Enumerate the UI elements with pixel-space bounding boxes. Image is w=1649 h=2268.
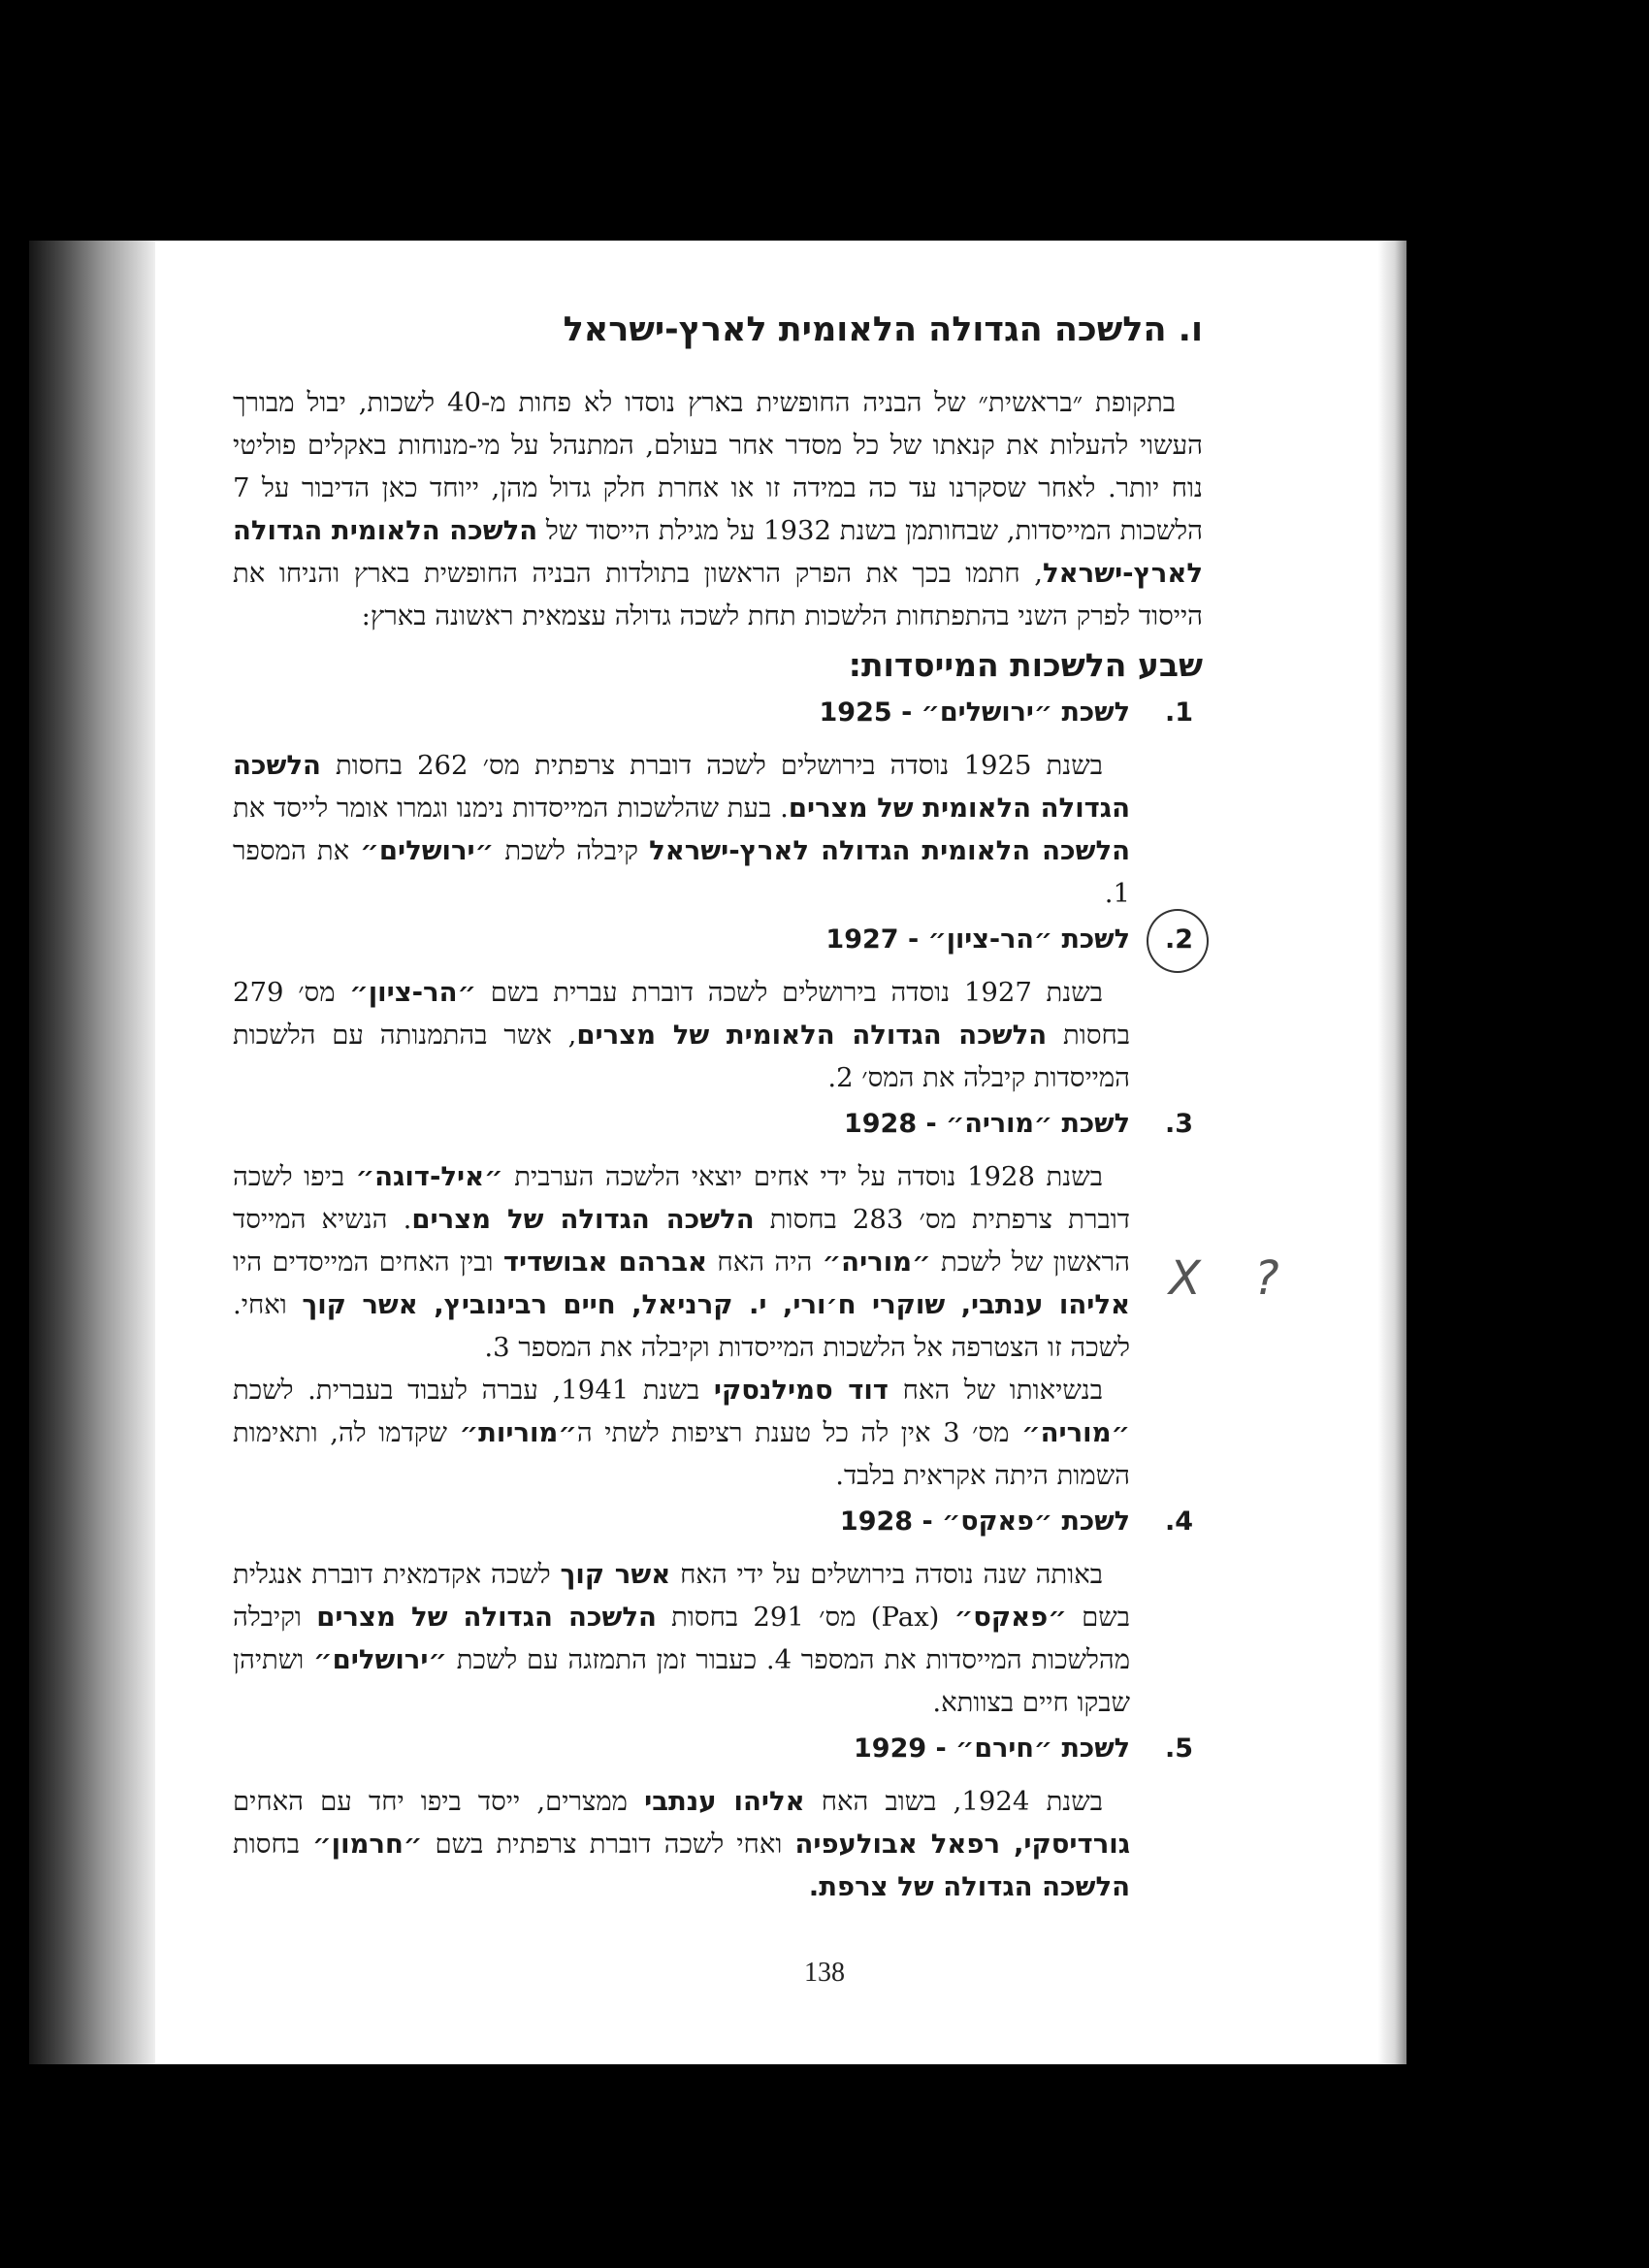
lodge-item-paragraph (233, 1553, 1203, 1724)
lodge-item-title: לשכת ״מוריה״ - 1928 (843, 1109, 1130, 1139)
bold-text: ״מוריה״ (822, 1247, 931, 1278)
text-run: שקדמו לה, ותאימות השמות היתה אקראית בלבד. (233, 1417, 1130, 1491)
text-run: בשנת 1928 נוסדה על ידי אחים יוצאי הלשכה הערבית (502, 1161, 1103, 1192)
lodge-item-paragraph (233, 1369, 1203, 1497)
scan-shadow-right (1377, 241, 1406, 2064)
text-run: . בעת שהלשכות המייסדות נימנו וגמרו אומר לייסד את (233, 793, 789, 824)
bold-text: ״איל-דוגה״ (355, 1161, 503, 1192)
text-run: קיבלה לשכת (494, 835, 650, 866)
text-run: ואחי לשכה דוברת צרפתית בשם (422, 1829, 795, 1860)
bold-text: הלשכה הלאומית הגדולה לארץ-ישראל (649, 835, 1131, 866)
lodge-item-heading (233, 1103, 1203, 1146)
bold-text: ״מוריות״ (459, 1417, 577, 1448)
text-run: ממצרים, ייסד ביפו יחד עם האחים (233, 1786, 645, 1817)
text-run: היה האח (707, 1247, 823, 1278)
lodge-item-title: לשכת ״ירושלים״ - 1925 (819, 697, 1130, 728)
page-content (233, 306, 1203, 1908)
bold-text: ״הר-ציון״ (349, 977, 477, 1008)
lodge-item-heading (233, 919, 1203, 961)
text-run: מס׳ 3 אין לה כל טענת רציפות לשתי ה (576, 1417, 1022, 1448)
lodge-item-paragraph (233, 744, 1203, 915)
bold-text: ״חרמון״ (312, 1829, 423, 1860)
bold-text: אברהם אבושדיד (502, 1247, 708, 1278)
lodge-item-title: לשכת ״הר-ציון״ - 1927 (825, 924, 1130, 955)
text-run: ואחי. לשכה זו הצטרפה אל הלשכות המייסדות וקיבלה את המספר 3. (233, 1289, 1130, 1363)
text-run: ביפו לשכה דוברת צרפתית מס׳ 283 בחסות (233, 1161, 1130, 1235)
text-run: בשנת 1925 נוסדה בירושלים לשכה דוברת צרפתית מס׳ 262 בחסות (320, 750, 1103, 781)
page-number: 138 (804, 1958, 845, 1988)
lodge-item-paragraph (233, 1780, 1203, 1908)
lodge-item-number: 2. (1130, 919, 1203, 961)
text-run: . הנשיא המייסד הראשון של לשכת (233, 1204, 1130, 1278)
lodge-item-title: לשכת ״פאקס״ - 1928 (839, 1507, 1130, 1537)
lodge-item-paragraph (233, 971, 1203, 1099)
bold-text: הלשכה הגדולה הלאומית של מצרים (576, 1020, 1048, 1051)
lodge-item-number: 5. (1164, 1733, 1193, 1764)
section-heading: ו. הלשכה הגדולה הלאומית לארץ-ישראל (563, 310, 1203, 349)
lodge-list (233, 692, 1203, 1908)
lodge-item-heading (233, 692, 1203, 734)
text-run: את המספר 1. (233, 835, 1130, 909)
lodge-item-heading (233, 1728, 1203, 1770)
bold-text: אליהו ענתבי, שוקרי ח׳ורי, י. קרניאל, חיים רבינוביץ, אשר קוך (302, 1289, 1130, 1320)
subheading: שבע הלשכות המייסדות: (848, 646, 1203, 684)
lodge-item-title: לשכת ״חירם״ - 1929 (854, 1733, 1130, 1764)
bold-text: ״ירושלים״ (360, 835, 495, 866)
handwritten-margin-note: X ? (1169, 1251, 1299, 1306)
bold-text: ״פאקס״ (954, 1602, 1067, 1633)
lodge-item-paragraph (233, 1155, 1203, 1369)
bold-text: ״מוריה״ (1021, 1417, 1131, 1448)
text-run: בשנת 1924, בשוב האח (804, 1786, 1104, 1817)
text-run: מס׳ 279 בחסות (233, 977, 1130, 1051)
text-run: , אשר בהתמנותה עם הלשכות המייסדות קיבלה את המס׳ 2. (233, 1020, 1130, 1093)
text-run: בשנת 1927 נוסדה בירושלים לשכה דוברת עברית בשם (476, 977, 1103, 1008)
bold-text: אליהו ענתבי (644, 1786, 805, 1817)
bold-text: הלשכה הגדולה של מצרים (411, 1204, 755, 1235)
bold-text: אשר קוך (560, 1559, 671, 1590)
bold-text: ״ירושלים״ (313, 1644, 447, 1675)
lodge-item-number: 1. (1164, 697, 1193, 728)
lodge-item-number: 3. (1164, 1109, 1193, 1139)
text-run: ובין האחים המייסדים היו (233, 1247, 503, 1278)
bold-text: הלשכה הגדולה של מצרים (316, 1602, 657, 1633)
text-run: (Pax) מס׳ 291 בחסות (656, 1602, 954, 1633)
intro-text-1: בתקופת ״בראשית״ של הבניה החופשית בארץ נוסדו לא פחות מ-40 לשכות, יבול מבורך העשוי להעלות את קנאתו של כל מסדר אחר בעולם, המתנהל על מי-מנוחות באקלים פוליטי נוח יותר. לאחר שסקרנו עד כה במידה זו או אחרת חלק גדול מהן, ייוחד כאן הדיבור על 7 הלשכות המייסדות, שבחותמן בשנת 1932 על מגילת הייסוד של (233, 387, 1203, 546)
lodge-item-number: 4. (1164, 1507, 1193, 1537)
bold-text: דוד סמילנסקי (713, 1375, 889, 1406)
text-run: בחסות (233, 1829, 313, 1860)
intro-bold-1: הלשכה הלאומית הגדולה לארץ-ישראל (233, 515, 1203, 589)
lodge-item-heading (233, 1501, 1203, 1543)
bold-text: הלשכה הגדולה של צרפת. (808, 1871, 1130, 1902)
bold-text: גורדיסקי, רפאל אבולעפיה (794, 1829, 1130, 1860)
scan-shadow-left (29, 241, 165, 2064)
text-run: בנשיאותו של האח (888, 1375, 1104, 1406)
text-run: וקיבלה מהלשכות המייסדות את המספר 4. כעבור זמן התמזגה עם לשכת (233, 1602, 1130, 1675)
text-run: ושתיהן שבקו חיים בצוותא. (233, 1644, 1130, 1718)
text-run: לשכה אקדמאית דוברת אנגלית בשם (233, 1559, 1130, 1633)
bold-text: הלשכה הגדולה הלאומית של מצרים (233, 750, 1130, 824)
intro-paragraph (233, 381, 1203, 637)
text-run: בשנת 1941, עברה לעבוד בעברית. לשכת (233, 1375, 714, 1406)
text-run: באותה שנה נוסדה בירושלים על ידי האח (670, 1559, 1103, 1590)
intro-text-2: , חתמו בכך את הפרק הראשון בתולדות הבניה החופשית בארץ והניחו את הייסוד לפרק השני בהתפתחות הלשכות תחת לשכה גדולה עצמאית ראשונה בארץ: (233, 558, 1203, 632)
